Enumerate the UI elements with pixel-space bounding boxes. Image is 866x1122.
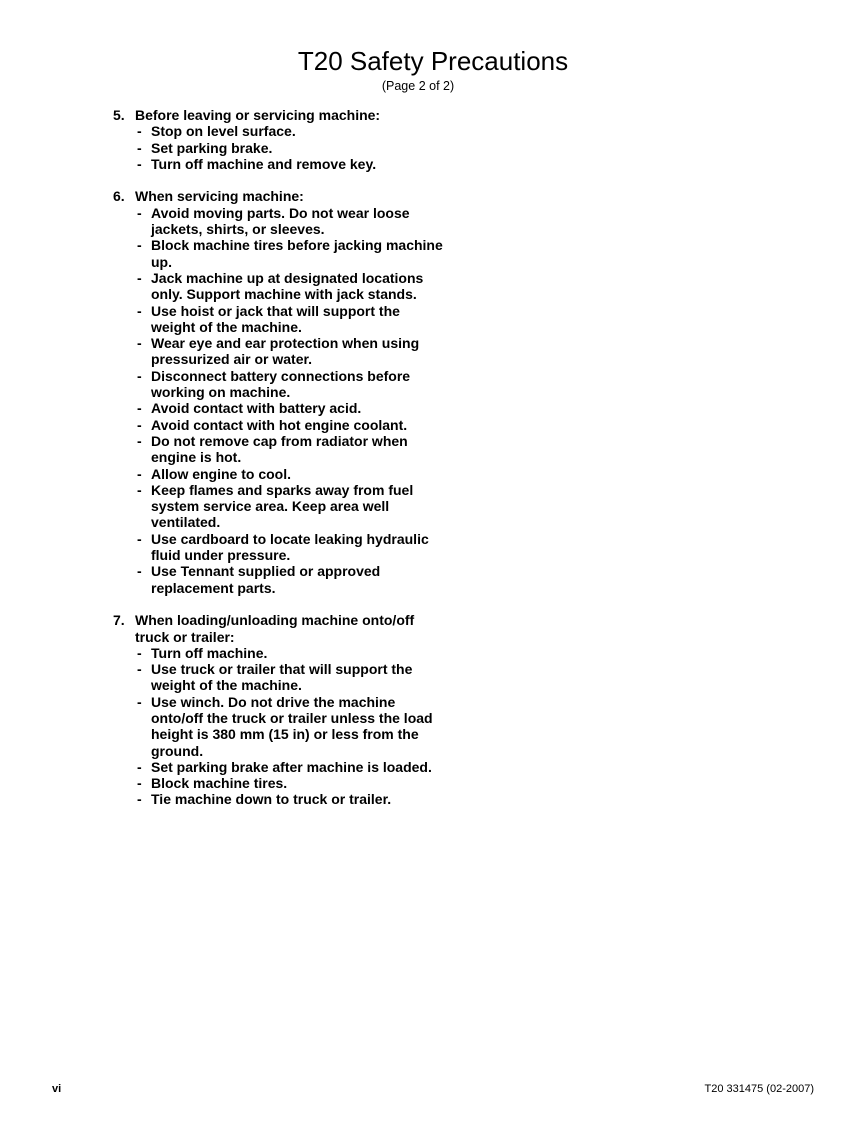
list-item	[113, 661, 443, 694]
list-item-text: Do not remove cap from radiator when engine is hot.	[151, 432, 408, 466]
dash-bullet: -	[137, 758, 142, 775]
list-item-text: Avoid contact with battery acid.	[151, 400, 362, 417]
section-title: When loading/unloading machine onto/off truck or trailer:	[135, 612, 415, 645]
list-item-text: Allow engine to cool.	[151, 465, 291, 482]
list-item	[113, 531, 443, 564]
section-number: 5.	[113, 107, 125, 123]
list-item	[113, 123, 443, 139]
list-item-text: Block machine tires.	[151, 775, 288, 792]
dash-bullet: -	[137, 123, 142, 140]
list-item	[113, 482, 443, 531]
section-number: 6.	[113, 188, 125, 205]
section-title: Before leaving or servicing machine:	[135, 107, 381, 123]
dash-bullet: -	[137, 155, 142, 172]
list-item-text: Block machine tires before jacking machine up.	[151, 237, 443, 270]
list-item	[113, 466, 443, 482]
list-item	[113, 791, 443, 807]
dash-bullet: -	[137, 661, 142, 678]
list-item	[113, 645, 443, 661]
dash-bullet: -	[137, 302, 142, 319]
list-item-text: Wear eye and ear protection when using pressurized air or water.	[151, 335, 420, 368]
section-heading	[113, 188, 443, 204]
dash-bullet: -	[137, 204, 142, 221]
section-heading	[113, 107, 443, 123]
list-item	[113, 270, 443, 303]
section-6	[113, 188, 443, 595]
precautions-list	[113, 107, 443, 824]
dash-bullet: -	[137, 530, 142, 547]
list-item	[113, 563, 443, 596]
list-item-text: Avoid contact with hot engine coolant.	[151, 416, 408, 433]
list-item	[113, 759, 443, 775]
section-heading	[113, 612, 443, 645]
list-item-text: Avoid moving parts. Do not wear loose jackets, shirts, or sleeves.	[151, 204, 410, 238]
dash-bullet: -	[137, 432, 142, 449]
page-number: vi	[52, 1083, 62, 1095]
section-items	[113, 645, 443, 808]
list-item	[113, 335, 443, 368]
dash-bullet: -	[137, 367, 142, 384]
page-title: T20 Safety Precautions	[297, 46, 569, 76]
dash-bullet: -	[137, 775, 142, 792]
dash-bullet: -	[137, 416, 142, 433]
document-id: T20 331475 (02-2007)	[704, 1083, 814, 1095]
list-item	[113, 417, 443, 433]
list-item	[113, 775, 443, 791]
list-item-text: Use truck or trailer that will support the weight of the machine.	[151, 661, 413, 694]
dash-bullet: -	[137, 563, 142, 580]
list-item-text: Set parking brake after machine is loaded.	[151, 758, 432, 775]
dash-bullet: -	[137, 644, 142, 661]
section-5	[113, 107, 443, 172]
section-items	[113, 205, 443, 596]
dash-bullet: -	[137, 269, 142, 286]
dash-bullet: -	[137, 139, 142, 156]
list-item-text: Use hoist or jack that will support the weight of the machine.	[151, 302, 400, 335]
section-number: 7.	[113, 612, 125, 629]
list-item	[113, 140, 443, 156]
list-item	[113, 237, 443, 270]
list-item-text: Keep flames and sparks away from fuel system service area. Keep area well ventilated.	[151, 481, 414, 531]
dash-bullet: -	[137, 335, 142, 352]
list-item	[113, 400, 443, 416]
list-item	[113, 156, 443, 172]
list-item	[113, 303, 443, 336]
list-item-text: Stop on level surface.	[151, 123, 296, 140]
dash-bullet: -	[137, 791, 142, 808]
section-items	[113, 123, 443, 172]
list-item-text: Set parking brake.	[151, 139, 273, 156]
list-item-text: Disconnect battery connections before working on machine.	[151, 367, 411, 401]
dash-bullet: -	[137, 693, 142, 710]
dash-bullet: -	[137, 465, 142, 482]
list-item-text: Use cardboard to locate leaking hydraulic fluid under pressure.	[151, 530, 429, 564]
list-item-text: Jack machine up at designated locations only. Support machine with jack stands.	[151, 269, 424, 303]
list-item-text: Tie machine down to truck or trailer.	[151, 791, 392, 808]
list-item	[113, 205, 443, 238]
section-7	[113, 612, 443, 808]
page-subtitle: (Page 2 of 2)	[381, 79, 455, 93]
list-item-text: Turn off machine.	[151, 644, 268, 661]
dash-bullet: -	[137, 400, 142, 417]
list-item-text: Use winch. Do not drive the machine onto/off the truck or trailer unless the load height is 380 mm (15 in) or less from the ground.	[151, 693, 433, 759]
list-item-text: Use Tennant supplied or approved replacement parts.	[151, 563, 381, 596]
list-item-text: Turn off machine and remove key.	[151, 155, 377, 172]
dash-bullet: -	[137, 481, 142, 498]
list-item	[113, 694, 443, 759]
dash-bullet: -	[137, 237, 142, 254]
list-item	[113, 368, 443, 401]
list-item	[113, 433, 443, 466]
section-title: When servicing machine:	[135, 188, 304, 205]
